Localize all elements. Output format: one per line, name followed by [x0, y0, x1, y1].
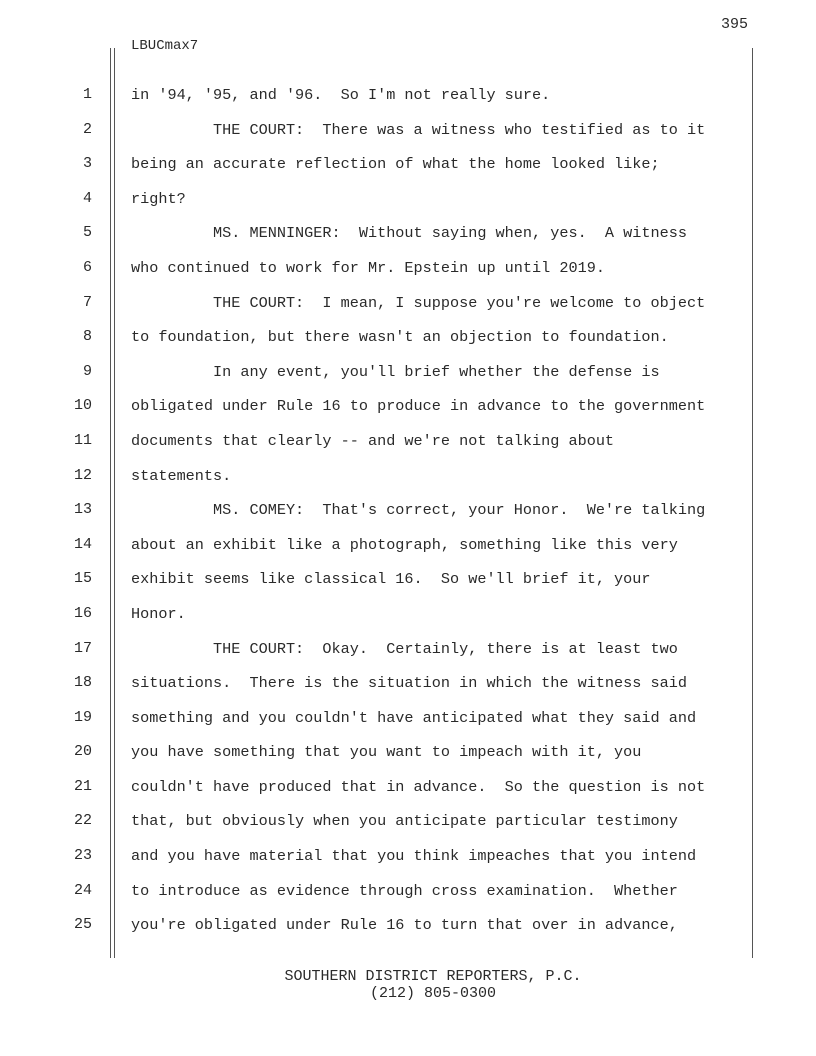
line-number: 14: [73, 535, 92, 553]
transcript-line: that, but obviously when you anticipate particular testimony: [131, 812, 678, 831]
line-number: 23: [73, 847, 92, 865]
transcript-line: THE COURT: Okay. Certainly, there is at least two: [131, 639, 678, 658]
transcript-line: MS. COMEY: That's correct, your Honor. We're talking: [131, 501, 706, 520]
transcript-line: THE COURT: There was a witness who testified as to it: [131, 120, 706, 139]
line-number: 13: [73, 501, 92, 519]
transcript-line: you're obligated under Rule 16 to turn that over in advance,: [131, 916, 678, 935]
transcript-line: right?: [131, 189, 186, 208]
transcript-line: statements.: [131, 466, 232, 485]
transcript-line: to foundation, but there wasn't an objection to foundation.: [131, 328, 669, 347]
line-number: 1: [82, 86, 92, 103]
transcript-line: exhibit seems like classical 16. So we'll brief it, your: [131, 570, 651, 589]
transcript-line: in '94, '95, and '96. So I'm not really sure.: [131, 86, 551, 104]
reporter-name: SOUTHERN DISTRICT REPORTERS, P.C.: [284, 968, 582, 985]
transcript-line: MS. MENNINGER: Without saying when, yes. A witness: [131, 224, 687, 243]
line-number: 10: [73, 397, 92, 415]
line-number: 15: [73, 570, 92, 588]
transcript-line: being an accurate reflection of what the home looked like;: [131, 155, 660, 174]
line-number: 5: [82, 224, 92, 242]
line-number: 18: [73, 674, 92, 692]
page-number: 395: [720, 16, 748, 33]
line-number: 22: [73, 812, 92, 830]
transcript-line: who continued to work for Mr. Epstein up until 2019.: [131, 258, 605, 277]
line-number: 11: [73, 431, 92, 449]
line-number: 24: [73, 881, 92, 899]
line-number: 20: [73, 743, 92, 761]
line-number: 25: [73, 916, 92, 934]
left-margin-rule-inner: [114, 48, 115, 958]
line-number: 7: [82, 293, 92, 311]
line-number: 3: [82, 155, 92, 173]
line-number: 6: [82, 258, 92, 276]
transcript-line: you have something that you want to impeach with it, you: [131, 743, 642, 762]
reporter-phone: (212) 805-0300: [369, 985, 497, 1002]
line-number: 21: [73, 777, 92, 795]
line-number: 8: [82, 328, 92, 346]
transcript-line: to introduce as evidence through cross examination. Whether: [131, 881, 678, 900]
line-number: 9: [82, 362, 92, 380]
transcript-line: In any event, you'll brief whether the defense is: [131, 362, 660, 381]
line-number: 2: [82, 120, 92, 138]
line-number: 12: [73, 466, 92, 484]
line-number: 17: [73, 639, 92, 657]
transcript-line: and you have material that you think impeaches that you intend: [131, 847, 697, 866]
line-number: 4: [82, 189, 92, 207]
transcript-line: obligated under Rule 16 to produce in advance to the government: [131, 397, 706, 416]
transcript-line: about an exhibit like a photograph, something like this very: [131, 535, 678, 554]
left-margin-rule: [110, 48, 111, 958]
transcript-line: something and you couldn't have anticipated what they said and: [131, 708, 697, 727]
line-numbers-column: [60, 78, 92, 943]
transcript-line: couldn't have produced that in advance. So the question is not: [131, 777, 706, 796]
right-margin-rule: [752, 48, 753, 958]
transcript-body: [131, 78, 751, 943]
transcript-line: THE COURT: I mean, I suppose you're welcome to object: [131, 293, 706, 312]
transcript-line: Honor.: [131, 604, 186, 623]
docket-code: LBUCmax7: [131, 38, 199, 54]
reporter-footer: [0, 968, 816, 1002]
line-number: 16: [73, 604, 92, 622]
transcript-line: situations. There is the situation in which the witness said: [131, 674, 687, 693]
line-number: 19: [73, 708, 92, 726]
transcript-line: documents that clearly -- and we're not talking about: [131, 431, 615, 450]
